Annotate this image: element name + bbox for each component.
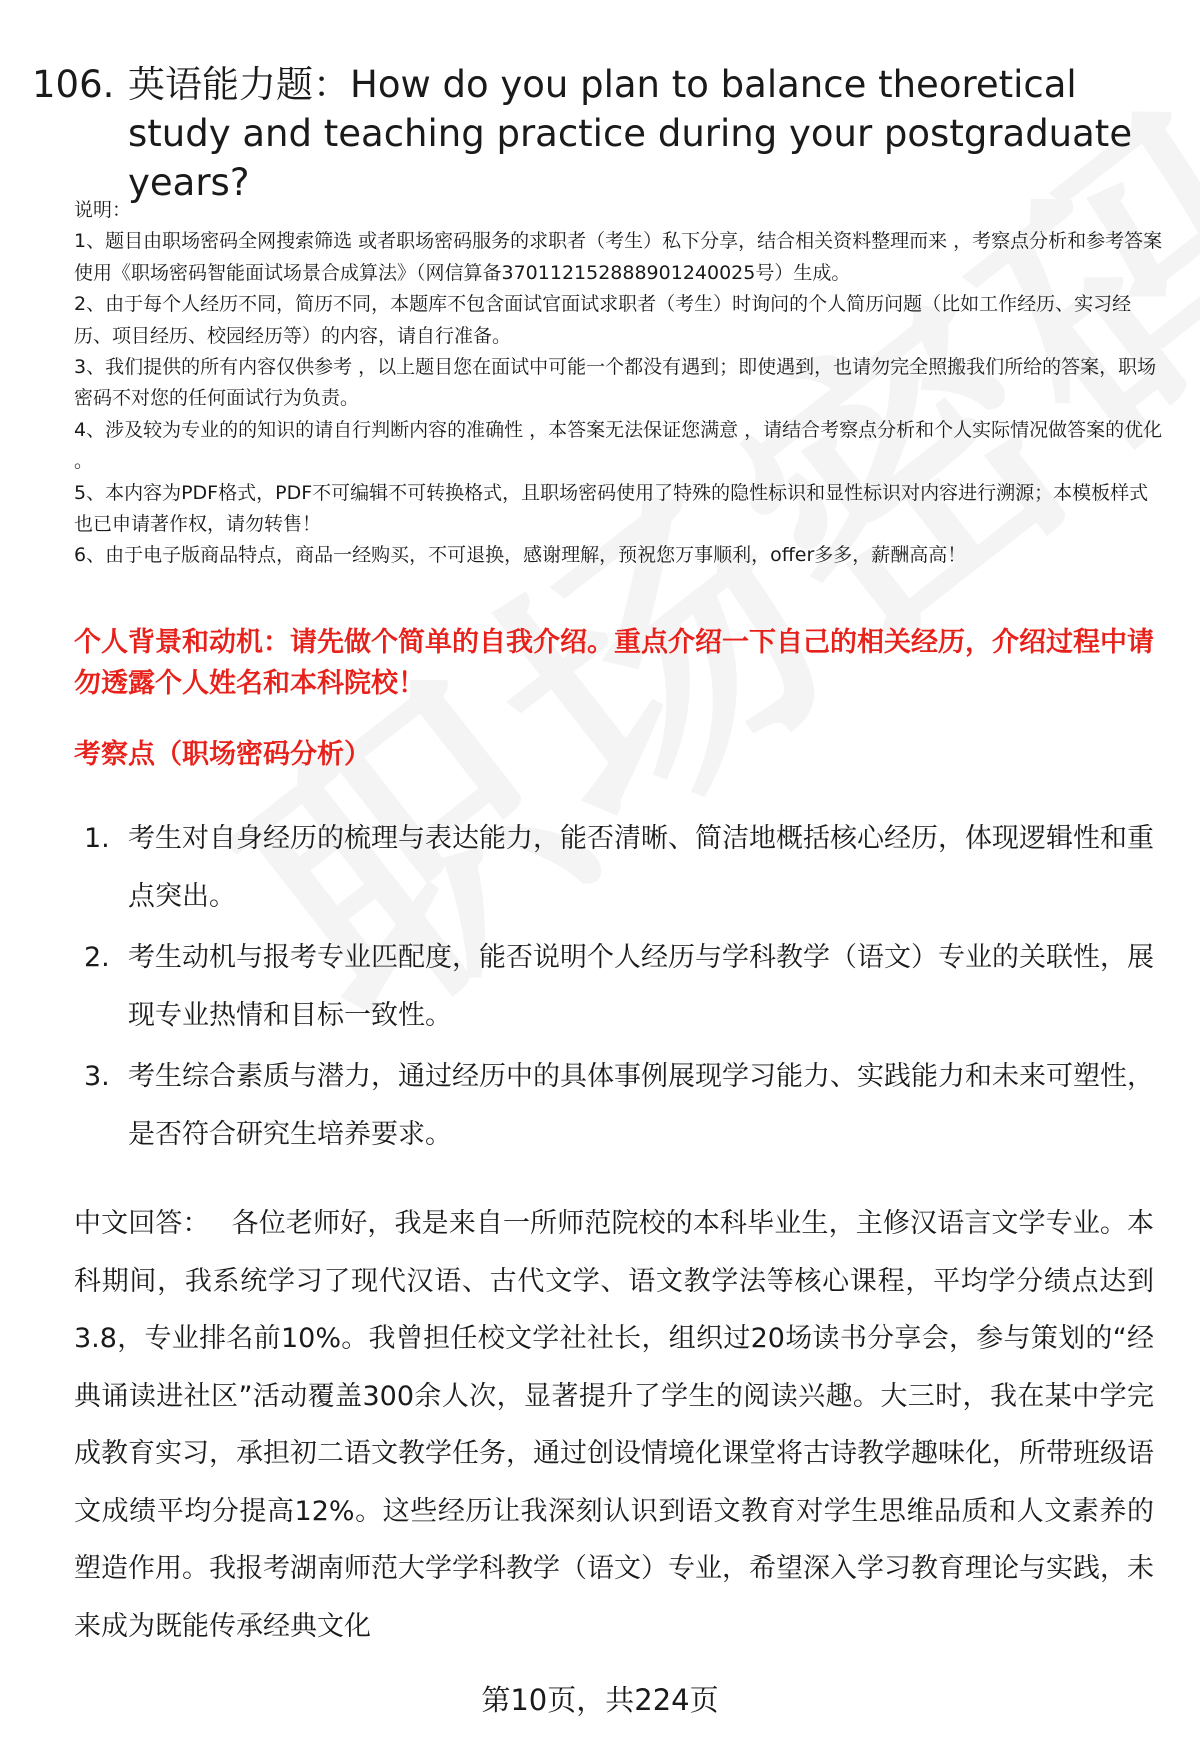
question-title bbox=[32, 60, 1172, 207]
note-item-3: 3、我们提供的所有内容仅供参考 ，以上题目您在面试中可能一个都没有遇到；即使遇到，也请勿完全照搬我们所给的答案，职场密码不对您的任何面试行为负责。 bbox=[74, 356, 1157, 410]
answer-text: 各位老师好，我是来自一所师范院校的本科毕业生，主修汉语言文学专业。本科期间，我系统学习了现代汉语、古代文学、语文教学法等核心课程，平均学分绩点达到3.8，专业排名前10%。我曾担任校文学社社长，组织过20场读书分享会，参与策划的“经典诵读进社区”活动覆盖300余人次，显著提升了学生的阅读兴趣。大三时，我在某中学完成教育实习，承担初二语文教学任务，通过创设情境化课堂将古诗教学趣味化，所带班级语文成绩平均分提高12%。这些经历让我深刻认识到语文教育对学生思维品质和人文素养的塑造作用。我报考湖南师范大学学科教学（语文）专业，希望深入学习教育理论与实践，未来成为既能传承经典文化 bbox=[74, 1208, 1155, 1642]
analysis-point bbox=[74, 1048, 1154, 1164]
page-footer: 第10页，共224页 bbox=[481, 1683, 719, 1717]
point-text: 考生动机与报考专业匹配度，能否说明个人经历与学科教学（语文）专业的关联性，展现专业热情和目标一致性。 bbox=[128, 942, 1154, 1031]
note-item-6: 6、由于电子版商品特点，商品一经购买，不可退换，感谢理解，预祝您万事顺利，offer多多，薪酬高高！ bbox=[74, 544, 967, 567]
answer-label: 中文回答： bbox=[74, 1208, 210, 1239]
note-item-1: 1、题目由职场密码全网搜索筛选 或者职场密码服务的求职者（考生）私下分享，结合相关资料整理而来 ，考察点分析和参考答案使用《职场密码智能面试场景合成算法》（网信算备370112152888901240025号）生成。 bbox=[74, 230, 1163, 284]
notes-section bbox=[74, 195, 1164, 572]
background-prompt: 个人背景和动机：请先做个简单的自我介绍。重点介绍一下自己的相关经历，介绍过程中请勿透露个人姓名和本科院校！ bbox=[74, 627, 1154, 699]
question-text: 英语能力题：How do you plan to balance theoretical study and teaching practice during your postgraduate years? bbox=[128, 63, 1133, 204]
note-item-4: 4、涉及较为专业的的知识的请自行判断内容的准确性 ，本答案无法保证您满意 ，请结合考察点分析和个人实际情况做答案的优化 。 bbox=[74, 418, 1163, 473]
analysis-points bbox=[74, 810, 1154, 1167]
analysis-point bbox=[74, 810, 1154, 926]
note-item-5: 5、本内容为PDF格式，PDF不可编辑不可转换格式，且职场密码使用了特殊的隐性标识和显性标识对内容进行溯源；本模板样式也已申请著作权，请勿转售！ bbox=[74, 481, 1149, 536]
analysis-heading: 考察点（职场密码分析） bbox=[74, 739, 371, 770]
notes-title: 说明： bbox=[74, 199, 132, 221]
question-number: 106. bbox=[32, 63, 115, 106]
point-number: 1. bbox=[84, 823, 110, 854]
point-number: 2. bbox=[84, 942, 110, 973]
analysis-point bbox=[74, 929, 1154, 1045]
point-text: 考生对自身经历的梳理与表达能力，能否清晰、简洁地概括核心经历，体现逻辑性和重点突出。 bbox=[128, 823, 1154, 912]
answer-paragraph bbox=[74, 1195, 1154, 1655]
point-number: 3. bbox=[84, 1061, 110, 1092]
point-text: 考生综合素质与潜力，通过经历中的具体事例展现学习能力、实践能力和未来可塑性，是否符合研究生培养要求。 bbox=[128, 1061, 1154, 1150]
note-item-2: 2、由于每个人经历不同，简历不同，本题库不包含面试官面试求职者（考生）时询问的个人简历问题（比如工作经历、实习经历、项目经历、校园经历等）的内容，请自行准备。 bbox=[74, 293, 1132, 347]
